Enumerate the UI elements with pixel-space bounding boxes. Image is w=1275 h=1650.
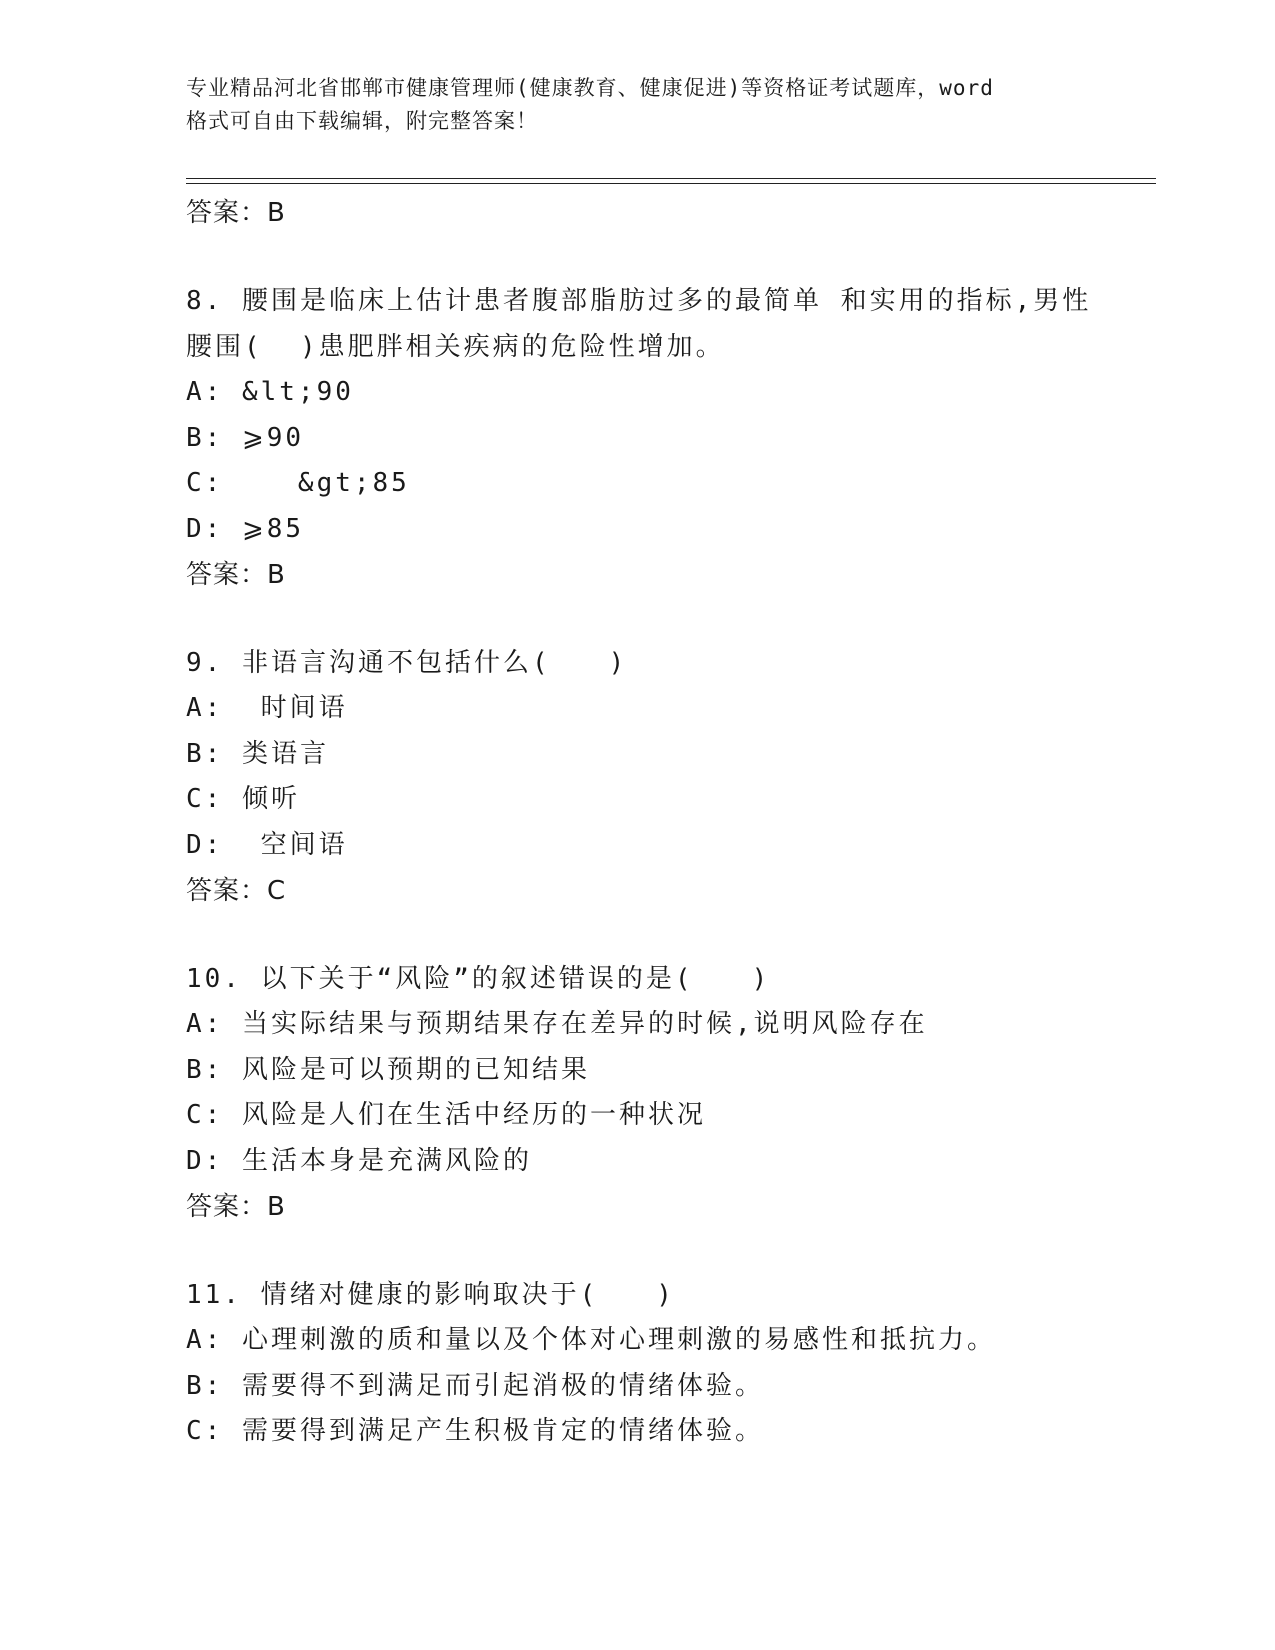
answer-line: 答案：C [186,876,287,906]
question-stem-line-1: 10. 以下关于“风险”的叙述错误的是( ) [186,964,771,994]
option-b: B: 需要得不到满足而引起消极的情绪体验。 [186,1370,764,1401]
answer-line: 答案：B [186,560,286,590]
option-c: C: 倾听 [186,784,300,814]
question-stem [186,914,1146,1002]
question-stem [186,1230,1146,1318]
option-c: C: 风险是人们在生活中经历的一种状况 [186,1100,706,1130]
option-a: A: 当实际结果与预期结果存在差异的时候,说明风险存在 [186,1009,928,1039]
header-rule-bottom [186,183,1156,184]
option-a: A: 心理刺激的质和量以及个体对心理刺激的易感性和抵抗力。 [186,1325,996,1355]
question-stem-line-1: 8. 腰围是临床上估计患者腹部脂肪过多的最简单 和实用的指标,男性 [186,286,1092,316]
option-c: C: &gt;85 [186,468,410,498]
question-item [186,236,1146,598]
option-b: B: ⩾90 [186,422,305,453]
option-b: B: 类语言 [186,738,329,769]
option-c: C: 需要得到满足产生积极肯定的情绪体验。 [186,1416,764,1446]
option-d: D: 空间语 [186,829,348,860]
question-item [186,598,1146,914]
option-a: A: &lt;90 [186,377,354,407]
question-stem-line-1: 11. 情绪对健康的影响取决于( ) [186,1280,675,1310]
header-rule-top [186,178,1156,179]
option-a: A: 时间语 [186,693,348,723]
answer-line: 答案：B [186,198,286,228]
question-stem [186,236,1146,370]
question-stem-line-1: 9. 非语言沟通不包括什么( ) [186,648,628,678]
header-line-1: 专业精品河北省邯郸市健康管理师(健康教育、健康促进)等资格证考试题库，word [186,76,994,100]
option-d: D: ⩾85 [186,513,305,544]
question-list [186,190,1146,1455]
option-d: D: 生活本身是充满风险的 [186,1145,532,1176]
answer-line: 答案：B [186,1192,286,1222]
question-stem-line-2: 腰围( )患肥胖相关疾病的危险性增加。 [186,332,725,362]
option-b: B: 风险是可以预期的已知结果 [186,1054,590,1085]
header-line-2: 格式可自由下载编辑，附完整答案！ [186,109,538,133]
question-stem [186,598,1146,686]
question-item [186,1230,1146,1455]
page-header [186,72,1086,138]
question-item [186,914,1146,1230]
